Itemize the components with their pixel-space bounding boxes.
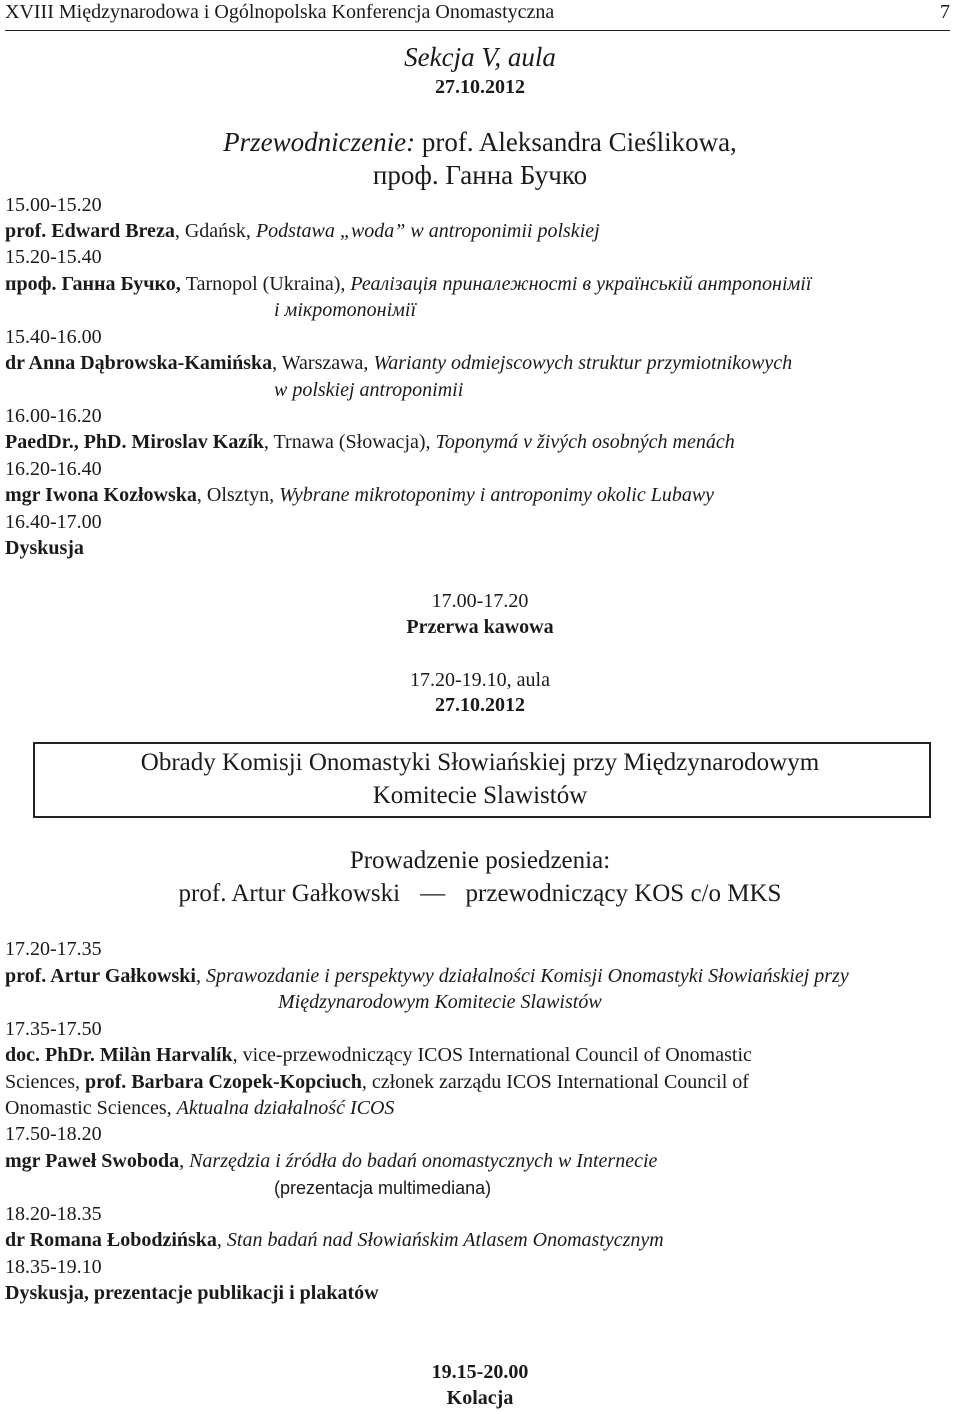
talk-line bbox=[5, 1149, 657, 1173]
talk-speaker: mgr Iwona Kozłowska bbox=[5, 484, 197, 506]
talk-time: 17.20-17.35 bbox=[5, 938, 102, 960]
lead-name: prof. Artur Gałkowski bbox=[178, 880, 401, 907]
talk-line bbox=[5, 1096, 394, 1120]
dinner-label: Kolacja bbox=[446, 1387, 514, 1409]
talk-speaker: doc. PhDr. Milàn Harvalík bbox=[5, 1044, 233, 1066]
talk-speaker: prof. Artur Gałkowski bbox=[5, 965, 196, 987]
talk-note: (prezentacja multimediana) bbox=[274, 1178, 492, 1198]
running-header bbox=[5, 0, 950, 31]
talk-time: 18.35-19.10 bbox=[5, 1256, 102, 1278]
lead-role: przewodniczący KOS c/o MKS bbox=[465, 880, 782, 907]
talk-title: Wybrane mikrotoponimy i antroponimy okolic Lubawy bbox=[279, 484, 715, 506]
discussion-label: Dyskusja bbox=[5, 537, 84, 559]
commission-title-1: Obrady Komisji Onomastyki Słowiańskiej przy Międzynarodowym bbox=[140, 749, 820, 776]
talk-time: 17.35-17.50 bbox=[5, 1018, 102, 1040]
lead-label: Prowadzenie posiedzenia: bbox=[349, 847, 611, 874]
talk-title-cont: Międzynarodowym Komitecie Slawistów bbox=[278, 991, 602, 1013]
talk-place: , Trnawa (Słowacja), bbox=[263, 431, 436, 453]
talk-speaker: mgr Paweł Swoboda bbox=[5, 1150, 180, 1172]
talk-time: 16.00-16.20 bbox=[5, 405, 102, 427]
talk-time: 15.40-16.00 bbox=[5, 326, 102, 348]
talk-place: , Gdańsk, bbox=[174, 220, 256, 242]
talk-title: Podstawa „woda” w antroponimii polskiej bbox=[255, 220, 600, 242]
talk-speaker: PaedDr., PhD. Miroslav Kazík bbox=[5, 431, 264, 453]
talk-title: Aktualna działalność ICOS bbox=[176, 1097, 395, 1119]
separator: , bbox=[195, 965, 206, 987]
talk-place: , Olsztyn, bbox=[196, 484, 280, 506]
section-chair bbox=[0, 127, 960, 157]
talk-place: , Warszawa, bbox=[272, 352, 374, 374]
separator: , bbox=[179, 1150, 190, 1172]
talk-time: 16.40-17.00 bbox=[5, 511, 102, 533]
talk-title: Narzędzia i źródła do badań onomastycznych w Internecie bbox=[189, 1150, 658, 1172]
talk-title: Toponymá v živých osobných menách bbox=[435, 431, 735, 453]
separator: , bbox=[216, 1229, 227, 1251]
talk-title-cont: і мікротопонімії bbox=[274, 299, 417, 321]
talk-line bbox=[5, 964, 849, 988]
talk-line bbox=[5, 1228, 664, 1252]
dinner-time: 19.15-20.00 bbox=[431, 1361, 529, 1383]
section-title: Sekcja V, aula bbox=[404, 42, 556, 72]
talk-time: 15.00-15.20 bbox=[5, 194, 102, 216]
talk-title: Реалізація приналежності в українській антропонімії bbox=[350, 273, 812, 295]
talk-place: Tarnopol (Ukraina), bbox=[180, 273, 351, 295]
talk-time: 17.50-18.20 bbox=[5, 1123, 102, 1145]
talk-speaker: prof. Barbara Czopek-Kopciuch bbox=[84, 1071, 362, 1093]
talk-title: Warianty odmiejscowych struktur przymiotnikowych bbox=[373, 352, 793, 374]
section-date: 27.10.2012 bbox=[435, 76, 525, 98]
talk-speaker: dr Anna Dąbrowska-Kamińska bbox=[5, 352, 273, 374]
talk-time: 18.20-18.35 bbox=[5, 1203, 102, 1225]
talk-line bbox=[5, 351, 792, 375]
lead-line bbox=[0, 879, 960, 909]
chair-names-1: prof. Aleksandra Cieślikowa, bbox=[421, 127, 737, 157]
talk-speaker: dr Romana Łobodzińska bbox=[5, 1229, 217, 1251]
break-label: Przerwa kawowa bbox=[406, 616, 554, 638]
talk-line bbox=[5, 219, 600, 243]
commission-title-2: Komitecie Slawistów bbox=[372, 782, 588, 809]
chair-names-2: проф. Ганна Бучко bbox=[372, 160, 588, 190]
commission-time: 17.20-19.10, aula bbox=[410, 669, 550, 691]
talk-time: 16.20-16.40 bbox=[5, 458, 102, 480]
talk-title-cont: w polskiej antroponimii bbox=[274, 379, 464, 401]
talk-text: Sciences, bbox=[5, 1071, 85, 1093]
talk-line bbox=[5, 483, 714, 507]
talk-line bbox=[5, 1043, 752, 1067]
conference-title: XVIII Międzynarodowa i Ogólnopolska Konferencja Onomastyczna bbox=[5, 1, 555, 23]
talk-speaker: prof. Edward Breza bbox=[5, 220, 175, 242]
talk-line bbox=[5, 1070, 749, 1094]
discussion-label: Dyskusja, prezentacje publikacji i plakatów bbox=[5, 1282, 379, 1304]
chair-label: Przewodniczenie: bbox=[223, 127, 416, 157]
talk-time: 15.20-15.40 bbox=[5, 246, 102, 268]
page-number: 7 bbox=[940, 1, 950, 23]
talk-text: , członek zarządu ICOS International Council of bbox=[361, 1071, 749, 1093]
commission-date: 27.10.2012 bbox=[435, 694, 525, 716]
talk-line bbox=[5, 430, 735, 454]
talk-title: Sprawozdanie i perspektywy działalności Komisji Onomastyki Słowiańskiej przy bbox=[205, 965, 849, 987]
talk-text: , vice-przewodniczący ICOS International Council of Onomastic bbox=[232, 1044, 752, 1066]
lead-dash: — bbox=[420, 880, 446, 907]
talk-text: Onomastic Sciences, bbox=[5, 1097, 177, 1119]
talk-line bbox=[5, 272, 811, 296]
talk-speaker: проф. Ганна Бучко, bbox=[5, 273, 181, 295]
talk-title: Stan badań nad Słowiańskim Atlasem Onomastycznym bbox=[226, 1229, 664, 1251]
break-time: 17.00-17.20 bbox=[431, 590, 529, 612]
